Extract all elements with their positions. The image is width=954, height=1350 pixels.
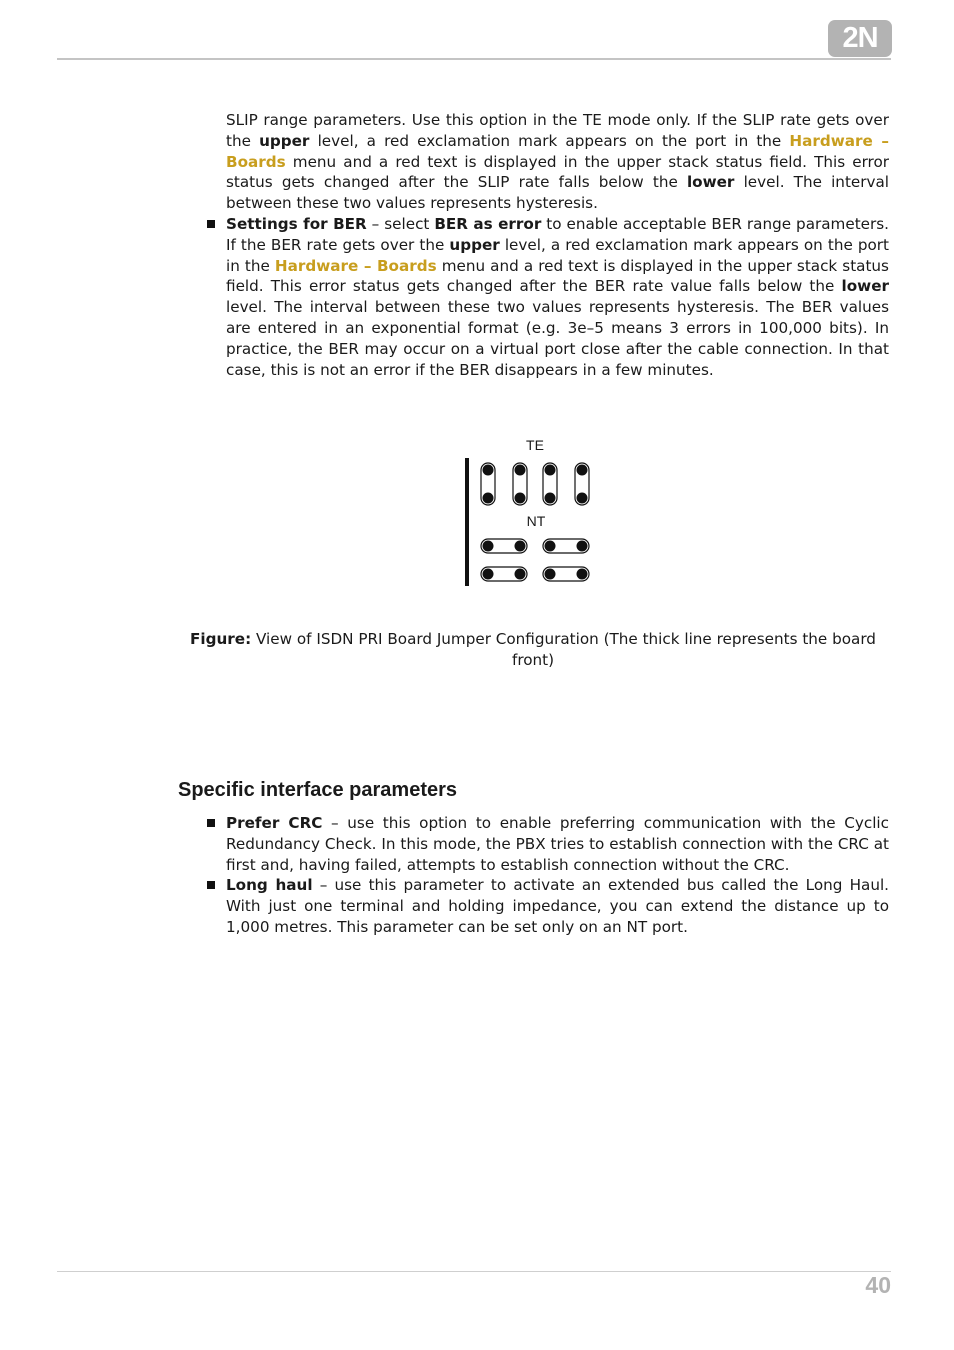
list-item-prefer-crc xyxy=(226,813,889,875)
ber-text-5: level. The interval between these two values represents hysteresis. The BER values are entered in an exponential format (e.g. 3e–5 means 3 errors in 100,000 bits). In practice, the BER may occur on a virtual port close after the cable connection. In that case, this is not an error if the BER disappears in a few minutes. xyxy=(226,298,889,379)
brand-logo xyxy=(828,20,892,57)
ber-term: Settings for BER xyxy=(226,214,367,233)
ber-text-4: menu and a red text is displayed in the upper stack status field. This error status gets changed after the BER rate value falls below the xyxy=(226,256,889,296)
nt-jumper-1 xyxy=(481,539,527,553)
caption-text: View of ISDN PRI Board Jumper Configuration (The thick line represents the board front) xyxy=(251,630,876,669)
slip-text-3: menu and a red text is displayed in the upper stack status field. This error status gets changed after the SLIP rate falls below the xyxy=(226,152,889,192)
bullet-square-icon xyxy=(207,819,215,827)
jumper-configuration-figure xyxy=(460,432,605,592)
slip-paragraph xyxy=(226,110,889,214)
parameter-descriptions xyxy=(226,110,889,380)
interface-parameter-list xyxy=(226,813,889,938)
ber-text-2: to enable acceptable BER range parameters. If the BER rate gets over the xyxy=(226,214,889,254)
nt-jumper-group xyxy=(481,539,589,581)
slip-lower-term: lower xyxy=(686,173,735,192)
section-heading: Specific interface parameters xyxy=(178,779,458,801)
te-jumper-3 xyxy=(543,463,557,505)
ber-upper-term: upper xyxy=(449,235,500,254)
nt-label: NT xyxy=(526,513,546,529)
ber-lower-term: lower xyxy=(841,277,889,296)
bullet-square-icon xyxy=(207,881,215,889)
nt-jumper-3 xyxy=(481,567,527,581)
long-haul-text: – use this parameter to activate an extended bus called the Long Haul. With just one terminal and holding impedance, you can extend the distance up to 1,000 metres. This parameter can be set only on an NT port. xyxy=(226,876,889,936)
slip-text-4: level. The interval between these two values represents hysteresis. xyxy=(226,173,889,213)
long-haul-term: Long haul xyxy=(226,876,313,895)
header-divider xyxy=(57,58,891,60)
figure-caption xyxy=(180,629,886,671)
nt-jumper-4 xyxy=(543,567,589,581)
bullet-square-icon xyxy=(207,220,215,228)
slip-text-2: level, a red exclamation mark appears on the port in the xyxy=(309,131,790,150)
nt-jumper-2 xyxy=(543,539,589,553)
te-jumper-4 xyxy=(575,463,589,505)
ber-text-3: level, a red exclamation mark appears on the port in the xyxy=(226,235,889,275)
prefer-crc-text: – use this option to enable preferring communication with the Cyclic Redundancy Check. In this mode, the PBX tries to establish connection with the CRC at first and, having failed, attempts to establish connection without the CRC. xyxy=(226,814,889,874)
ber-paragraph xyxy=(226,214,889,380)
logo-text: 2N xyxy=(842,22,878,54)
list-item-long-haul xyxy=(226,875,889,937)
te-label: TE xyxy=(526,437,544,453)
footer-divider xyxy=(57,1271,891,1272)
page-number: 40 xyxy=(865,1272,891,1298)
slip-upper-term: upper xyxy=(259,131,310,150)
list-item-ber xyxy=(226,214,889,380)
slip-text-1: SLIP range parameters. Use this option in the TE mode only. If the SLIP rate gets over the xyxy=(226,111,889,150)
board-front-line xyxy=(465,458,469,586)
caption-label: Figure: xyxy=(190,630,252,648)
ber-text-1: – select xyxy=(366,214,435,233)
ber-option: BER as error xyxy=(434,214,542,233)
prefer-crc-term: Prefer CRC xyxy=(226,814,323,832)
te-jumper-1 xyxy=(481,463,495,505)
ber-hardware-boards-link[interactable]: Hardware – Boards xyxy=(274,256,437,275)
te-jumper-2 xyxy=(513,463,527,505)
slip-hardware-boards-link[interactable]: Hardware – Boards xyxy=(226,131,889,171)
te-jumper-group xyxy=(481,463,589,505)
